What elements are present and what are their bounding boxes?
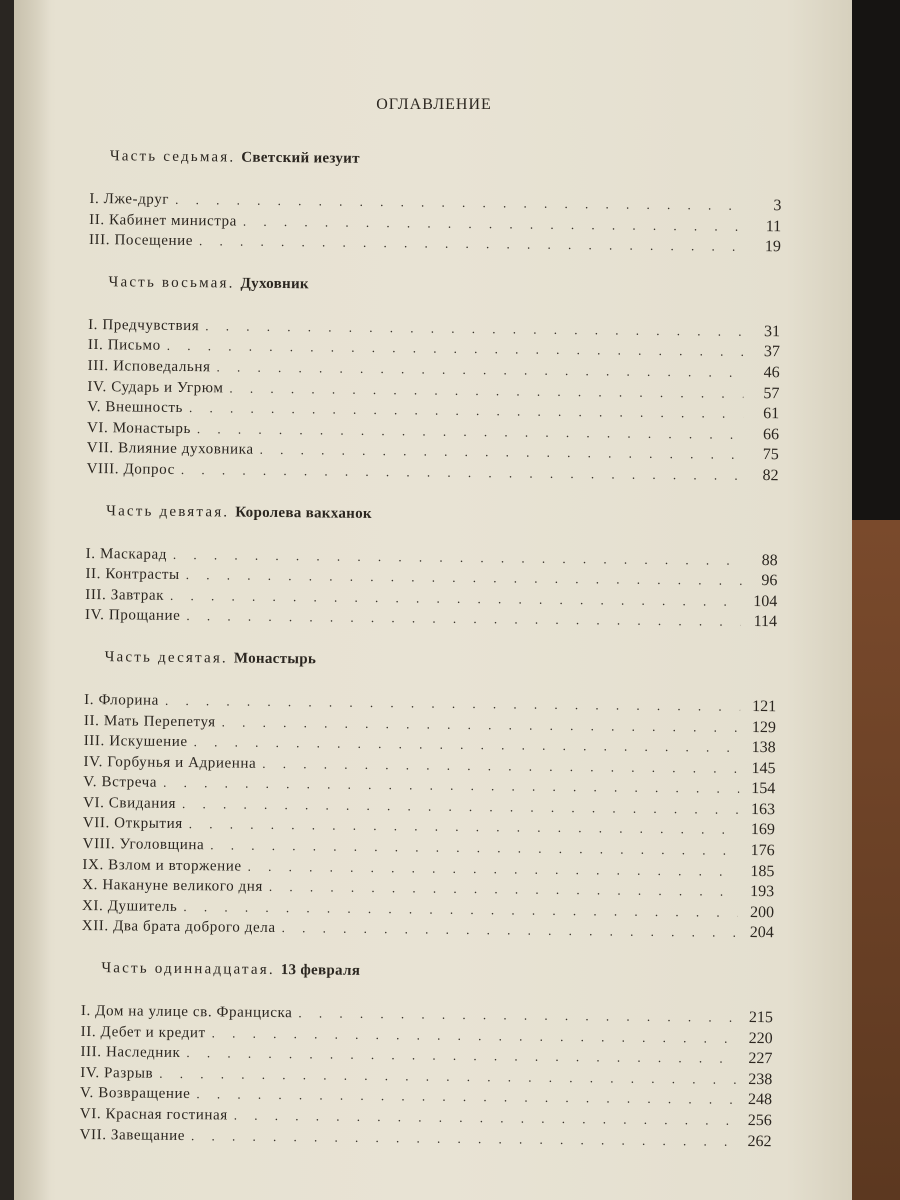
part-name: Королева вакханок [235,504,372,522]
chapter-title: VII. Влияние духовника [86,440,254,459]
part-name: Монастырь [233,650,317,668]
page-title: ОГЛАВЛЕНИЕ [376,96,492,113]
part-label: Часть десятая [104,649,223,667]
page-number: 82 [762,466,779,485]
page-number: 138 [751,739,776,757]
chapter-title: IV. Разрыв [80,1064,154,1082]
part-name: 13 февраля [280,962,361,979]
page-number: 11 [765,217,782,235]
background-wood [852,520,900,1200]
part-heading [105,646,777,675]
chapter-title: I. Маскарад [85,545,168,563]
part-separator: . [268,961,281,979]
page-number: 19 [764,238,782,256]
part-label: Часть девятая [106,502,224,520]
page-number: 176 [750,842,775,860]
chapter-title: IX. Взлом и вторжение [82,856,242,875]
part-heading [108,271,780,300]
dot-leader [199,231,745,257]
background-dark [852,0,900,520]
part-separator: . [221,650,234,667]
toc-part [82,646,777,944]
page-gutter-shadow [14,0,50,1200]
chapter-title: XII. Два брата доброго дела [81,918,276,937]
chapter-title: III. Завтрак [85,586,165,604]
toc-part [86,271,780,487]
page-number: 31 [763,322,781,341]
part-name: Светский иезуит [241,149,360,167]
page-number: 238 [748,1070,773,1089]
page-number: 185 [750,862,775,880]
page-number: 200 [749,903,775,922]
part-heading [110,145,782,174]
chapter-title: III. Наследник [80,1044,181,1062]
page-number: 215 [748,1008,773,1027]
chapter-title: II. Дебет и кредит [80,1023,206,1041]
page-number: 66 [762,425,780,443]
chapter-title: V. Внешность [87,399,184,417]
part-label: Часть одиннадцатая [101,960,269,978]
part-heading [101,957,773,986]
page-number: 169 [750,821,775,839]
page-number: 96 [761,572,778,590]
part-separator: . [223,503,236,521]
chapter-title: II. Контрасты [85,566,180,584]
page-number: 220 [748,1029,773,1047]
chapter-title: I. Флорина [84,691,160,709]
table-of-contents [79,145,782,1172]
page-number: 262 [747,1132,772,1150]
chapter-title: III. Посещение [88,232,194,250]
part-separator: . [228,275,241,292]
part-heading [106,500,778,529]
chapter-title: II. Мать Перепетуя [83,712,216,730]
page-number: 154 [751,780,776,798]
chapter-title: IV. Горбунья и Адриенна [83,753,257,772]
page-number: 3 [773,197,782,215]
page-number: 88 [761,551,778,569]
page-number: 145 [751,759,776,777]
page-number: 256 [747,1111,772,1130]
chapter-title: VIII. Уголовщина [82,836,205,854]
page-number: 114 [753,613,778,631]
chapter-title: III. Искушение [83,733,188,751]
dot-leader [191,1126,736,1152]
chapter-title: VI. Красная гостиная [79,1105,228,1124]
page-number: 37 [763,343,780,361]
chapter-title: II. Письмо [87,337,161,355]
page-number: 61 [763,405,780,423]
chapter-title: I. Лже-друг [89,190,170,208]
book-page [14,0,854,1200]
page-number: 121 [752,697,777,716]
chapter-title: X. Накануне великого дня [82,877,264,896]
chapter-title: I. Дом на улице св. Франциска [80,1002,293,1022]
page-number: 193 [750,883,775,901]
page-number: 163 [750,800,776,819]
chapter-title: IV. Прощание [84,607,181,625]
chapter-title: XI. Душитель [81,897,178,915]
page-number: 75 [762,446,779,464]
chapter-title: VI. Монастырь [86,419,192,437]
chapter-title: IV. Сударь и Угрюм [87,378,224,396]
dot-leader [282,918,738,943]
chapter-title: VIII. Допрос [86,460,175,478]
page-number: 57 [763,384,780,402]
toc-part [80,957,774,1152]
page-number: 104 [753,592,778,610]
toc-part [89,145,782,258]
part-separator: . [229,149,242,166]
page-number: 129 [751,718,777,736]
toc-part [85,500,778,634]
page-number: 227 [748,1050,773,1068]
part-name: Духовник [240,275,309,293]
chapter-title: III. Исповедальня [87,357,211,376]
chapter-title: VII. Завещание [79,1126,186,1144]
chapter-title: VII. Открытия [82,815,183,833]
page-number: 46 [763,364,780,382]
part-label: Часть восьмая [108,273,229,292]
chapter-title: II. Кабинет министра [89,211,238,230]
chapter-title: I. Предчувствия [88,316,200,334]
chapter-title: V. Встреча [83,774,158,792]
chapter-title: V. Возвращение [79,1085,191,1103]
chapter-title: VI. Свидания [83,794,177,812]
dot-leader [186,606,741,632]
part-label: Часть седьмая [109,148,230,166]
page-number: 204 [749,924,774,942]
page-number: 248 [747,1091,773,1109]
